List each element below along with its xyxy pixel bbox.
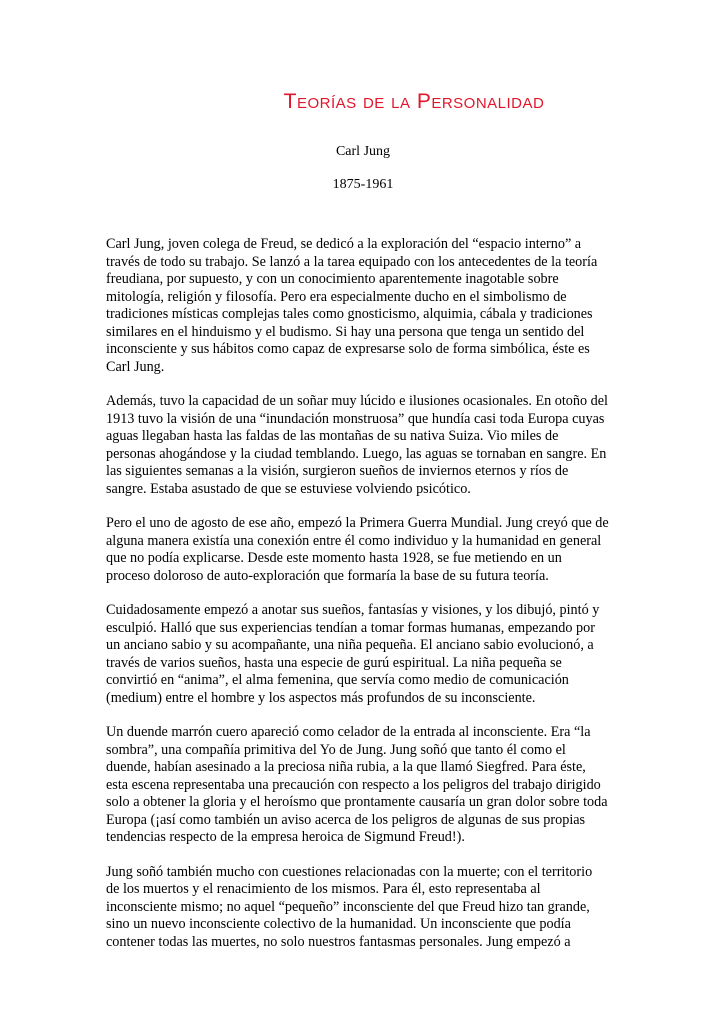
text-line: Jung soñó también mucho con cuestiones relacionadas con la muerte; con el territorio <box>106 863 593 880</box>
text-line: personas ahogándose y la ciudad temblando. Luego, las aguas se tornaban en sangre. En <box>106 445 607 462</box>
text-line: un anciano sabio y su acompañante, una niña pequeña. El anciano sabio evolucionó, a <box>106 637 594 653</box>
text-line: Cuidadosamente empezó a anotar sus sueños, fantasías y visiones, y los dibujó, pintó y <box>106 602 600 618</box>
text-line: través de varios sueños, hasta una especie de gurú espiritual. La niña pequeña se <box>106 654 562 671</box>
text-line: inconsciente mismo; no aquel “pequeño” inconsciente del que Freud hizo tan grande, <box>106 898 590 915</box>
text-line: Pero el uno de agosto de ese año, empezó la Primera Guerra Mundial. Jung creyó que de <box>106 515 609 531</box>
paragraph <box>106 236 636 376</box>
text-line: sangre. Estaba asustado de que se estuviese volviendo psicótico. <box>106 480 471 497</box>
text-line: Carl Jung. <box>106 358 165 375</box>
page-title <box>0 88 728 116</box>
text-line: tradiciones místicas complejas tales como gnosticismo, alquimia, cábala y tradiciones <box>106 306 593 322</box>
text-line: inconsciente y sus hábitos como capaz de expresarse solo de forma simbólica, éste es <box>106 341 590 357</box>
text-line: (medium) entre el hombre y los aspectos más profundos de su inconsciente. <box>106 689 536 706</box>
paragraph <box>106 724 636 847</box>
text-line: Además, tuvo la capacidad de un soñar muy lúcido e ilusiones ocasionales. En otoño del <box>106 393 608 409</box>
paragraph <box>106 864 636 952</box>
text-line: contener todas las muertes, no solo nuestros fantasmas personales. Jung empezó a <box>106 933 571 950</box>
text-line: tendencias respecto de la empresa heroica de Sigmund Freud!). <box>106 829 465 845</box>
text-line: alguna manera existía una conexión entre él como individuo y la humanidad en general <box>106 532 602 549</box>
page-title-text: Teorías de la Personalidad <box>283 90 545 113</box>
text-line: las siguientes semanas a la visión, surgieron sueños de inviernos eternos y ríos de <box>106 463 569 479</box>
author-years: 1875-1961 <box>332 177 394 192</box>
text-line: Un duende marrón cuero apareció como celador de la entrada al inconsciente. Era “la <box>106 724 591 740</box>
author-name: Carl Jung <box>335 144 391 159</box>
text-line: convirtió en “anima”, el alma femenina, que servía como medio de comunicación <box>106 672 569 688</box>
text-line: esculpió. Halló que sus experiencias tendían a tomar formas humanas, empezando por <box>106 619 595 636</box>
text-line: sombra”, una compañía primitiva del Yo de Jung. Jung soñó que tanto él como el <box>106 741 566 758</box>
paragraph <box>106 602 636 707</box>
text-line: esta escena representaba una precaución con respecto a los peligros del trabajo dirigido <box>106 776 601 793</box>
text-line: 1913 tuvo la visión de una “inundación monstruosa” que hundía casi toda Europa cuyas <box>106 410 605 427</box>
text-line: de los muertos y el renacimiento de los mismos. Para él, esto representaba al <box>106 881 541 897</box>
text-line: Europa (¡así como también un aviso acerca de los peligros de algunas de sus propias <box>106 811 586 828</box>
text-line: solo a obtener la gloria y el heroísmo que prontamente causaría un gran dolor sobre toda <box>106 794 608 810</box>
text-line: sino un nuevo inconsciente colectivo de la humanidad. Un inconsciente que podía <box>106 916 571 932</box>
text-line: través de todo su trabajo. Se lanzó a la tarea equipado con los antecedentes de la teoría <box>106 253 598 270</box>
text-line: que no podía explicarse. Desde este momento hasta 1928, se fue metiendo en un <box>106 550 562 566</box>
paragraph <box>106 393 636 498</box>
text-line: duende, habían asesinado a la preciosa niña rubia, a la que llamó Siegfred. Para éste, <box>106 759 586 775</box>
paragraph <box>106 515 636 585</box>
text-line: freudiana, por supuesto, y con un conocimiento aparentemente inagotable sobre <box>106 271 559 287</box>
text-line: proceso doloroso de auto-exploración que formaría la base de su futura teoría. <box>106 567 549 584</box>
text-line: aguas llegaban hasta las faldas de las montañas de su nativa Suiza. Vio miles de <box>106 428 559 444</box>
text-line: Carl Jung, joven colega de Freud, se dedicó a la exploración del “espacio interno” a <box>106 236 582 252</box>
text-line: mitología, religión y filosofía. Pero era especialmente ducho en el simbolismo de <box>106 288 567 305</box>
document-body <box>106 236 636 968</box>
text-line: similares en el hinduismo y el budismo. Si hay una persona que tenga un sentido del <box>106 323 585 340</box>
